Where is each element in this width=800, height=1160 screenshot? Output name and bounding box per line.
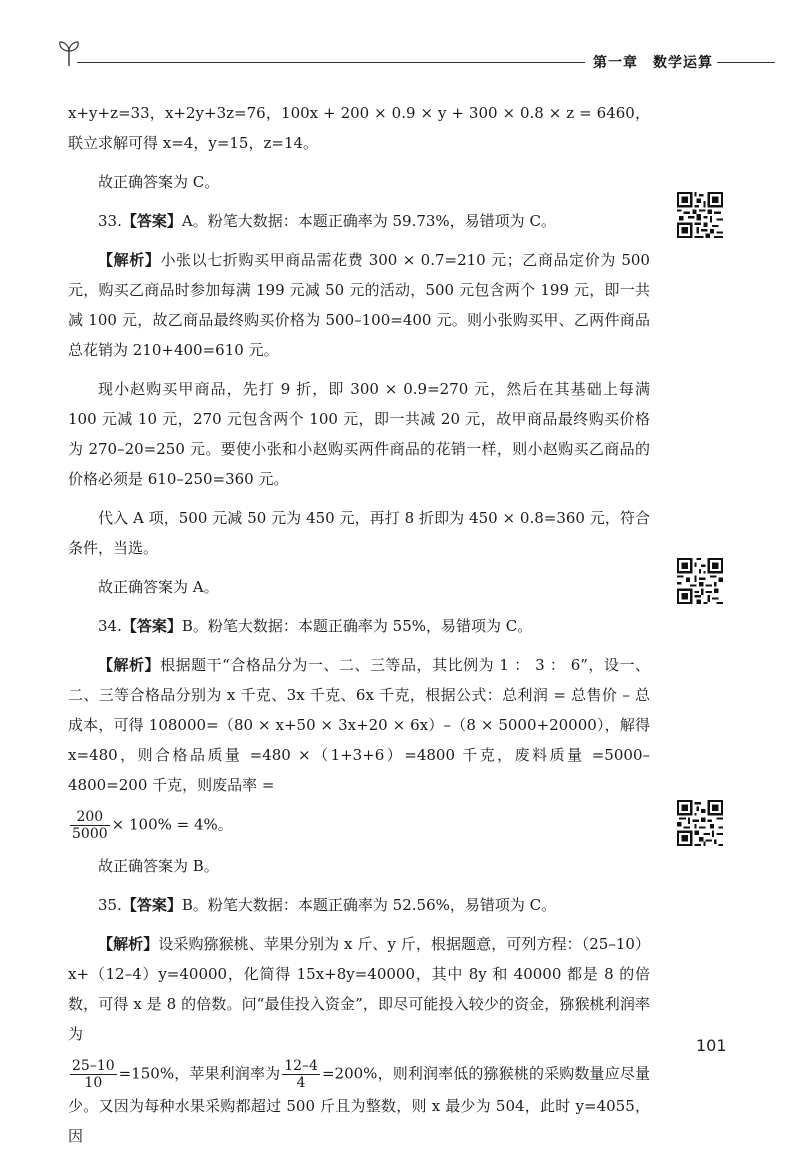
question-33-paragraph-2: 现小赵购买甲商品，先打 9 折，即 300 × 0.9=270 元，然后在其基础上每满 100 元减 10 元，270 元包含两个 100 元，即一共减 20 元，故甲商品最终购买价格为 270–20=250 元。要使小张和小赵购买两件商品的花销一样，则小赵购买乙商品的价格必须是 610–250=360 元。 (68, 380, 650, 488)
qr-code-icon[interactable] (677, 558, 723, 604)
page-body (68, 98, 650, 1160)
fraction-denominator: 5000 (72, 826, 108, 842)
answer-tag: 【答案】 (121, 896, 182, 914)
fraction (70, 809, 110, 842)
fraction-numerator: 25–10 (72, 1058, 115, 1074)
fraction-apple (282, 1058, 320, 1091)
question-34-answer (68, 611, 650, 641)
header-rule-right (717, 62, 775, 63)
continued-equation: x+y+z=33，x+2y+3z=76，100x + 200 × 0.9 × y + 300 × 0.8 × z = 6460，联立求解可得 x=4，y=15，z=14。 (68, 104, 650, 152)
qr-code-icon[interactable] (677, 192, 723, 238)
header-rule-left (77, 62, 585, 63)
sprout-icon (57, 38, 83, 68)
chapter-title: 第一章 数学运算 (593, 55, 713, 71)
question-35-answer (68, 890, 650, 920)
fraction-numerator: 12–4 (284, 1058, 318, 1074)
profit-rate-formula (68, 1058, 650, 1151)
analysis-text: 根据题干“合格品分为一、二、三等品，其比例为 1 ： 3 ： 6”，设一、二、三等合格品分别为 x 千克、3x 千克、6x 千克，根据公式：总利润 = 总售价 – 总成本，可得 108000=（80 × x+50 × 3x+20 × 6x）–（8 × 5000+20000），解得 x=480，则合格品质量 =480 ×（1+3+6）=4800 千克，废料质量 =5000–4800=200 千克，则废品率 = (68, 656, 650, 794)
fraction-denominator: 10 (84, 1075, 103, 1091)
analysis-tag: 【解析】 (98, 656, 161, 674)
formula-tail: =200%，则利润率低的猕猴桃的采购数量应尽量少。又因为每种水果采购都超过 500 斤且为整数，则 x 最少为 504，此时 y=4055，因 (68, 1064, 650, 1145)
answer-tag: 【答案】 (121, 617, 182, 635)
analysis-text: 小张以七折购买甲商品需花费 300 × 0.7=210 元；乙商品定价为 500 元，购买乙商品时参加每满 199 元减 50 元的活动，500 元包含两个 199 元，即一共减 100 元，故乙商品最终购买价格为 500–100=400 元。则小张购买甲、乙两件商品总花销为 210+400=610 元。 (68, 251, 650, 359)
question-34-conclusion: 故正确答案为 B。 (98, 857, 219, 875)
formula-middle: =150%，苹果利润率为 (118, 1064, 281, 1083)
analysis-text: 设采购猕猴桃、苹果分别为 x 斤、y 斤，根据题意，可列方程：（25–10）x+（12–4）y=40000，化简得 15x+8y=40000，其中 8y 和 40000 都是 8 的倍数，可得 x 是 8 的倍数。问“最佳投入资金”，即尽可能投入较少的资金，猕猴桃利润率为 (68, 935, 650, 1043)
qr-code-icon[interactable] (677, 800, 723, 846)
page-number: 101 (696, 1036, 727, 1055)
question-number: 33. (98, 212, 122, 230)
formula-tail: × 100% = 4%。 (111, 815, 233, 834)
running-header (55, 38, 775, 78)
answer-summary: B。粉笔大数据：本题正确率为 52.56%，易错项为 C。 (181, 896, 557, 914)
fraction-kiwi (70, 1058, 117, 1091)
fraction-denominator: 4 (296, 1075, 306, 1091)
question-33-analysis (68, 245, 650, 365)
fraction-numerator: 200 (70, 809, 110, 826)
question-35-analysis (68, 929, 650, 1049)
answer-tag: 【答案】 (121, 212, 182, 230)
question-33-conclusion: 故正确答案为 A。 (98, 578, 219, 596)
answer-summary: B。粉笔大数据：本题正确率为 55%，易错项为 C。 (181, 617, 533, 635)
question-33-answer (68, 206, 650, 236)
waste-rate-formula (68, 809, 650, 842)
answer-summary: A。粉笔大数据：本题正确率为 59.73%，易错项为 C。 (181, 212, 556, 230)
analysis-tag: 【解析】 (98, 935, 159, 953)
question-number: 34. (98, 617, 122, 635)
question-number: 35. (98, 896, 122, 914)
question-33-paragraph-3: 代入 A 项，500 元减 50 元为 450 元，再打 8 折即为 450 × 0.8=360 元，符合条件，当选。 (68, 509, 650, 557)
question-34-analysis (68, 650, 650, 800)
analysis-tag: 【解析】 (98, 251, 161, 269)
answer-line-32: 故正确答案为 C。 (98, 173, 220, 191)
